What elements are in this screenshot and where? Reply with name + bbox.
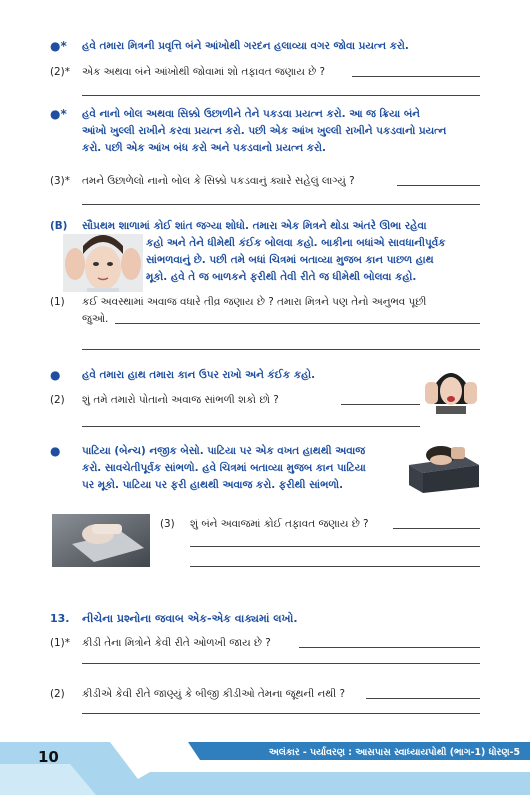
- answer-line[interactable]: [115, 323, 480, 324]
- instruction-text: આંખો ખુલ્લી રાખીને કરવા પ્રયત્ન કરો. પછી એક આંખ ખુલ્લી રાખીને પકડવાનો પ્રયત્ન: [82, 125, 447, 137]
- question-number: (2)*: [50, 66, 70, 78]
- instruction-text: હવે તમારા હાથ તમારા કાન ઉપર રાખો અને કંઈક કહો.: [82, 369, 316, 381]
- answer-line[interactable]: [82, 426, 420, 427]
- question-text: કીડીએ કેવી રીતે જાણ્યું કે બીજી કીડીઓ તેમના જૂથની નથી ?: [82, 688, 345, 700]
- question-text: કઈ અવસ્થામાં અવાજ વધારે તીવ્ર જણાય છે ? તમારા મિત્રને પણ તેનો અનુભવ પૂછી: [82, 296, 427, 308]
- bullet-marker: ●*: [50, 39, 67, 53]
- question-text: તમને ઉછાળેલો નાનો બોલ કે સિક્કો પકડવાનું ક્યારે સહેલું લાગ્યું ?: [82, 175, 355, 187]
- question-text: શું તમે તમારો પોતાનો અવાજ સાંભળી શકો છો ?: [82, 394, 279, 406]
- answer-line[interactable]: [352, 76, 480, 77]
- page-number: 10: [38, 748, 59, 766]
- answer-line[interactable]: [82, 713, 480, 714]
- answer-line[interactable]: [397, 185, 480, 186]
- answer-line[interactable]: [341, 404, 420, 405]
- instruction-text: સૌપ્રથમ શાળામાં કોઈ શાંત જગ્યા શોધો. તમારા એક મિત્રને થોડા અંતરે ઊભા રહેવા: [82, 220, 427, 232]
- instruction-text: સાંભળવાનું છે. પછી તમે બધાં ચિત્રમાં બતાવ્યા મુજબ કાન પાછળ હાથ: [146, 254, 434, 266]
- question-text: એક અથવા બંને આંખોથી જોવામાં શો તફાવત જણાય છે ?: [82, 66, 325, 78]
- instruction-text: હવે તમારા મિત્રની પ્રવૃત્તિ બંને આંખોથી ગરદન હલાવ્યા વગર જોવા પ્રયત્ન કરો.: [82, 40, 409, 52]
- question-number: (2): [50, 394, 65, 406]
- answer-line[interactable]: [82, 663, 480, 664]
- answer-line[interactable]: [366, 698, 480, 699]
- question-number: (1): [50, 296, 65, 308]
- bullet-marker: ●: [50, 368, 61, 382]
- instruction-text: કરો. સાવચેતીપૂર્વક સાંભળો. હવે ચિત્રમાં બતાવ્યા મુજબ કાન પાટિયા: [82, 462, 366, 474]
- footer-title: અલંકાર - પર્યાવરણ : આસપાસ સ્વાધ્યાયપોથી (ભાગ-1) ધોરણ-5: [268, 747, 520, 758]
- instruction-text: કહો અને તેને ધીમેથી કંઈક બોલવા કહો. બાકીના બધાંએ સાવધાનીપૂર્વક: [146, 237, 446, 249]
- listening-girl-image: [63, 234, 143, 292]
- question-number: (2): [50, 688, 65, 700]
- question-text: શું બંને અવાજમાં કોઈ તફાવત જણાય છે ?: [190, 518, 369, 530]
- section-marker: (B): [50, 220, 68, 232]
- question-number: (3): [160, 518, 175, 530]
- answer-line[interactable]: [82, 349, 480, 350]
- hands-on-ears-image: [422, 364, 480, 414]
- instruction-text: પર મૂકો. પાટિયા પર ફરી હાથથી અવાજ કરો. ફરીથી સાંભળો.: [82, 479, 344, 491]
- instruction-text: હવે નાનો બોલ અથવા સિક્કો ઉછાળીને તેને પકડવા પ્રયત્ન કરો. આ જ ક્રિયા બંને: [82, 108, 420, 120]
- answer-line[interactable]: [190, 566, 480, 567]
- hand-knocking-image: [52, 514, 150, 567]
- answer-line[interactable]: [82, 95, 480, 96]
- answer-line[interactable]: [82, 204, 480, 205]
- instruction-text: પાટિયા (બેન્ચ) નજીક બેસો. પાટિયા પર એક વખત હાથથી અવાજ: [82, 445, 366, 457]
- section-number: 13.: [50, 612, 70, 625]
- answer-line[interactable]: [299, 647, 480, 648]
- bullet-marker: ●: [50, 444, 61, 458]
- answer-line[interactable]: [393, 528, 480, 529]
- question-number: (3)*: [50, 175, 70, 187]
- answer-line[interactable]: [190, 546, 480, 547]
- instruction-text: મૂકો. હવે તે જ બાળકને ફરીથી તેવી રીતે જ ધીમેથી બોલવા કહો.: [146, 271, 417, 283]
- question-number: (1)*: [50, 637, 70, 649]
- section-heading: નીચેના પ્રશ્નોના જવાબ એક-એક વાક્યમાં લખો.: [82, 612, 298, 625]
- instruction-text: કરો. પછી એક આંખ બંધ કરો અને પકડવાનો પ્રયત્ન કરો.: [82, 142, 326, 154]
- question-text: કીડી તેના મિત્રોને કેવી રીતે ઓળખી જાય છે ?: [82, 637, 271, 649]
- bullet-marker: ●*: [50, 107, 67, 121]
- question-text: જુઓ.: [82, 313, 109, 325]
- ear-on-bench-image: [405, 441, 481, 493]
